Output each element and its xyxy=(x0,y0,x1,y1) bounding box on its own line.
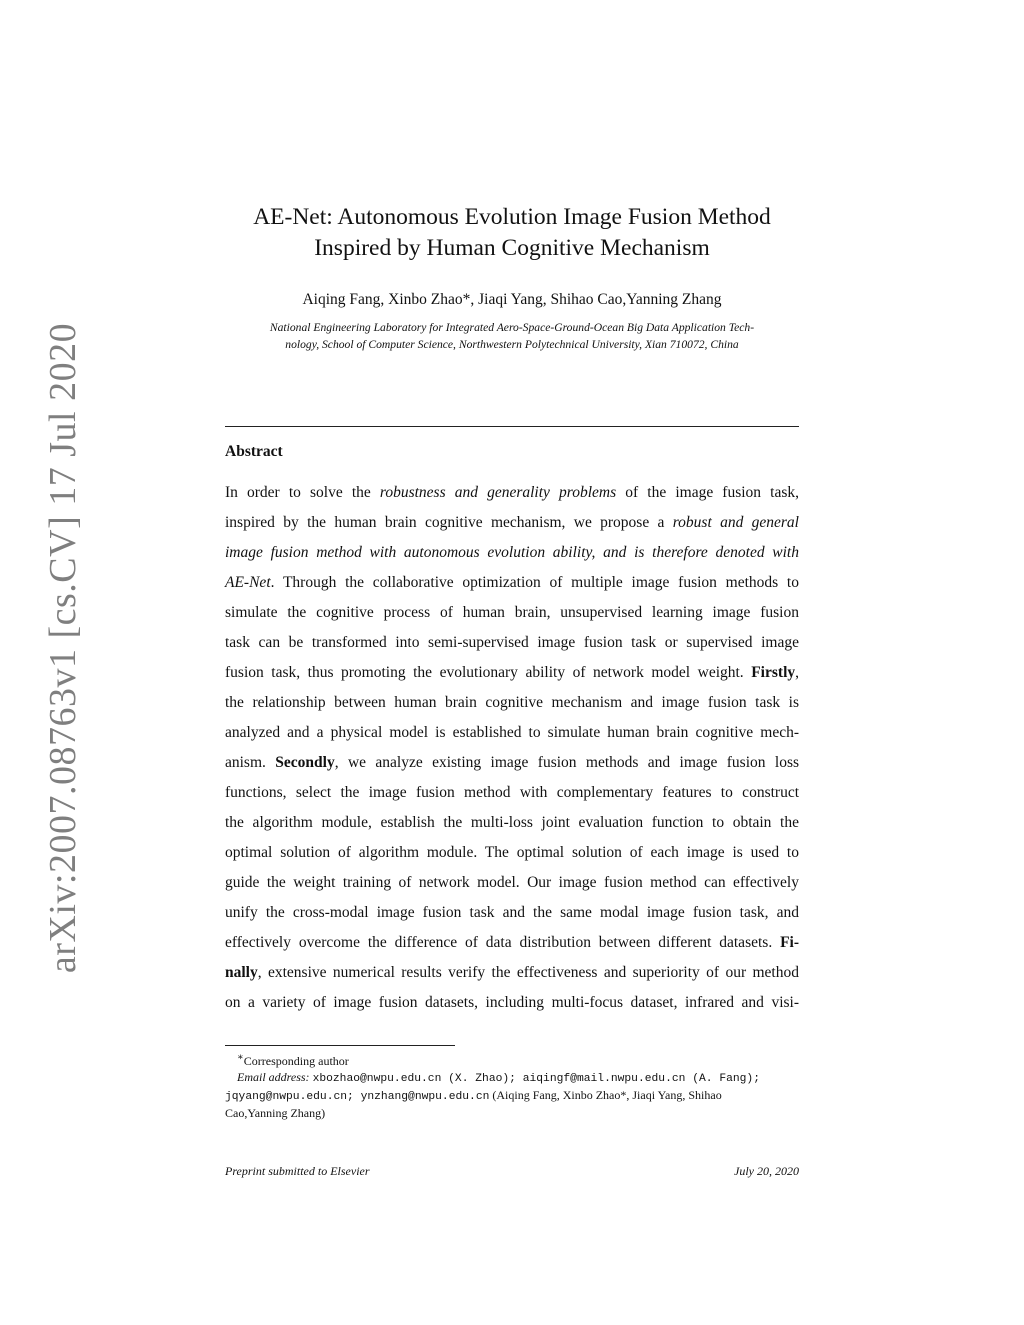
abstract-heading: Abstract xyxy=(225,443,283,460)
abstract-line: on a variety of image fusion datasets, including multi-focus dataset, infrared and visi- xyxy=(225,994,799,1011)
abstract-line: anism. Secondly, we analyze existing image fusion methods and image fusion loss xyxy=(225,754,800,771)
top-rule xyxy=(225,426,799,427)
author-list: Aiqing Fang, Xinbo Zhao*, Jiaqi Yang, Shihao Cao,Yanning Zhang xyxy=(302,291,722,308)
affiliation xyxy=(225,319,799,353)
abstract-body xyxy=(225,478,799,1018)
preprint-note: Preprint submitted to Elsevier xyxy=(225,1164,370,1178)
abstract-line: AE-Net. Through the collaborative optimization of multiple image fusion methods to xyxy=(225,574,799,591)
title-line-2: Inspired by Human Cognitive Mechanism xyxy=(314,235,710,261)
abstract-line: analyzed and a physical model is established to simulate human brain cognitive mech- xyxy=(225,724,799,741)
email-line-2: jqyang@nwpu.edu.cn; ynzhang@nwpu.edu.cn (Aiqing Fang, Xinbo Zhao*, Jiaqi Yang, Shihao xyxy=(225,1088,722,1103)
abstract-line: effectively overcome the difference of data distribution between different datasets. Fi- xyxy=(225,934,799,951)
abstract-line: the algorithm module, establish the multi-loss joint evaluation function to obtain the xyxy=(225,814,799,831)
abstract-line: In order to solve the robustness and generality problems of the image fusion task, xyxy=(225,484,800,501)
footnotes xyxy=(225,1050,799,1121)
abstract-line: optimal solution of algorithm module. The optimal solution of each image is used to xyxy=(225,844,799,861)
email-line-3: Cao,Yanning Zhang) xyxy=(225,1106,326,1120)
abstract-line: task can be transformed into semi-supervised image fusion task or supervised image xyxy=(225,634,799,651)
affiliation-line-2: nology, School of Computer Science, Northwestern Polytechnical University, Xian 710072, China xyxy=(285,338,739,351)
abstract-line: guide the weight training of network model. Our image fusion method can effectively xyxy=(225,874,799,891)
email-line-1: Email address: xbozhao@nwpu.edu.cn (X. Zhao); aiqingf@mail.nwpu.edu.cn (A. Fang); xyxy=(237,1070,760,1085)
footnote-rule xyxy=(225,1045,455,1046)
paper-title xyxy=(200,202,824,264)
preprint-date: July 20, 2020 xyxy=(734,1164,799,1178)
abstract-line: functions, select the image fusion method with complementary features to construct xyxy=(225,784,799,801)
abstract-line: fusion task, thus promoting the evolutionary ability of network model weight. Firstly, xyxy=(225,664,799,681)
corresponding-author-note: ∗Corresponding author xyxy=(237,1052,349,1068)
abstract-line: the relationship between human brain cognitive mechanism and image fusion task is xyxy=(225,694,799,711)
title-line-1: AE-Net: Autonomous Evolution Image Fusion Method xyxy=(253,204,771,230)
abstract-line: nally, extensive numerical results verify the effectiveness and superiority of our method xyxy=(225,964,799,981)
abstract-line: inspired by the human brain cognitive mechanism, we propose a robust and general xyxy=(225,514,799,531)
abstract-line: simulate the cognitive process of human brain, unsupervised learning image fusion xyxy=(225,604,799,621)
abstract-line: unify the cross-modal image fusion task and the same modal image fusion task, and xyxy=(225,904,799,921)
abstract-line: image fusion method with autonomous evolution ability, and is therefore denoted with xyxy=(225,544,799,561)
arxiv-identifier: arXiv:2007.08763v1 [cs.CV] 17 Jul 2020 xyxy=(42,322,84,974)
affiliation-line-1: National Engineering Laboratory for Integrated Aero-Space-Ground-Ocean Big Data Application Tech- xyxy=(269,321,755,334)
